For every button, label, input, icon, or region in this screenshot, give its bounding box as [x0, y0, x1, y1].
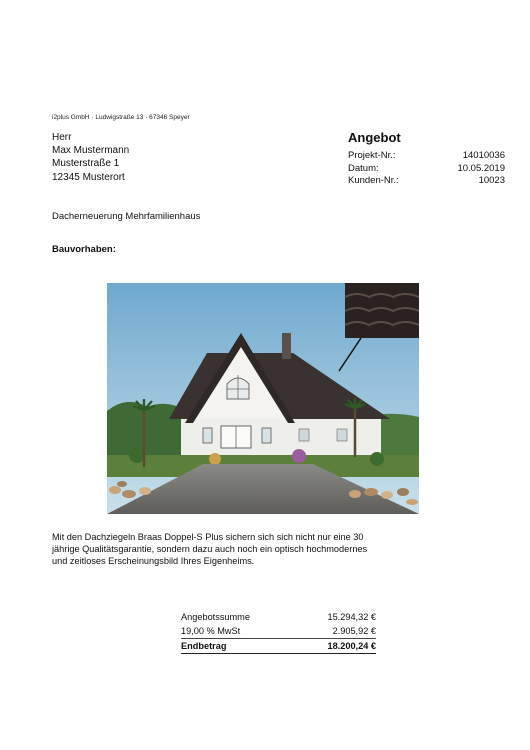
- recipient-street: Musterstraße 1: [52, 158, 120, 170]
- recipient-address: [52, 131, 129, 184]
- totals-row-vat: [181, 624, 376, 638]
- totals-row-net: [181, 610, 376, 624]
- totals-row-final: [181, 639, 376, 654]
- meta-label: Projekt-Nr.:: [348, 150, 396, 161]
- totals-vat-label: 19,00 % MwSt: [181, 626, 241, 636]
- meta-label: Kunden-Nr.:: [348, 175, 399, 186]
- subject-line: Dacherneuerung Mehrfamilienhaus: [52, 211, 201, 222]
- totals-table: [181, 610, 376, 654]
- meta-row-customer: [348, 175, 505, 188]
- offer-title: Angebot: [348, 130, 401, 145]
- recipient-city: 12345 Musterort: [52, 171, 125, 183]
- meta-value: 14010036: [462, 150, 505, 161]
- meta-row-project: [348, 150, 505, 163]
- offer-meta: [348, 150, 505, 188]
- meta-value: 10.05.2019: [457, 162, 505, 174]
- meta-row-date: [348, 163, 505, 176]
- sender-line: i2plus GmbH · Ludwigstraße 13 · 67346 Speyer: [52, 114, 190, 121]
- description-line: Mit den Dachziegeln Braas Doppel-S Plus sichern sich sich nicht nur eine 30: [52, 532, 364, 542]
- totals-net-value: 15.294,32 €: [327, 612, 376, 622]
- description-line: jährige Qualitätsgarantie, sondern dazu auch noch ein optisch hochmodernes: [52, 543, 368, 554]
- totals-net-label: Angebotssumme: [181, 612, 250, 622]
- totals-final-label: Endbetrag: [181, 641, 227, 651]
- description-line: und zeitloses Erscheinungsbild Ihres Eigenheims.: [52, 555, 255, 566]
- house-photo: [107, 283, 419, 514]
- section-heading: Bauvorhaben:: [52, 244, 116, 255]
- totals-vat-value: 2.905,92 €: [332, 626, 376, 636]
- recipient-salutation: Herr: [52, 132, 72, 143]
- meta-label: Datum:: [348, 162, 379, 174]
- totals-final-value: 18.200,24 €: [327, 641, 376, 651]
- meta-value: 10023: [478, 175, 505, 186]
- offer-description: [52, 532, 452, 567]
- recipient-name: Max Mustermann: [52, 145, 130, 157]
